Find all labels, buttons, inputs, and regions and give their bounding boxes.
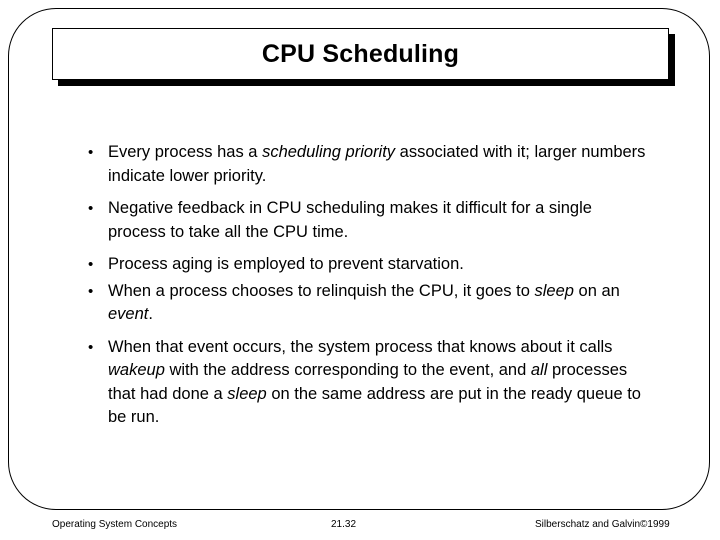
bullet-item-4 [88,280,648,327]
bullet-item-2 [88,197,648,244]
bullet-text: Every process has a scheduling priority associated with it; larger numbers indicate lower priority. [108,143,646,185]
bullet-text: Process aging is employed to prevent starvation. [108,255,464,273]
bullet-icon: • [88,144,94,161]
slide-title: CPU Scheduling [261,39,460,68]
bullet-item-1 [88,141,648,188]
bullet-icon: • [88,256,94,273]
bullet-text: When a process chooses to relinquish the CPU, it goes to sleep on an event. [108,281,620,323]
bullet-item-5 [88,336,648,430]
bullet-icon: • [88,338,94,356]
bullet-list [88,141,648,439]
bullet-item-3 [88,253,648,277]
footer-page-number: 21.32 [331,519,357,530]
bullet-text: Negative feedback in CPU scheduling makes it difficult for a single process to take all the CPU time. [108,199,592,241]
bullet-icon: • [88,200,94,217]
footer-course-title: Operating System Concepts [52,519,178,530]
title-box [52,28,669,80]
footer-copyright: Silberschatz and Galvin©1999 [535,519,670,530]
bullet-text: When that event occurs, the system process that knows about it calls wakeup with the address corresponding to the event, and all processes that had done a sleep on the same address are put in the ready queue to be run. [108,337,641,426]
bullet-icon: • [88,282,94,300]
